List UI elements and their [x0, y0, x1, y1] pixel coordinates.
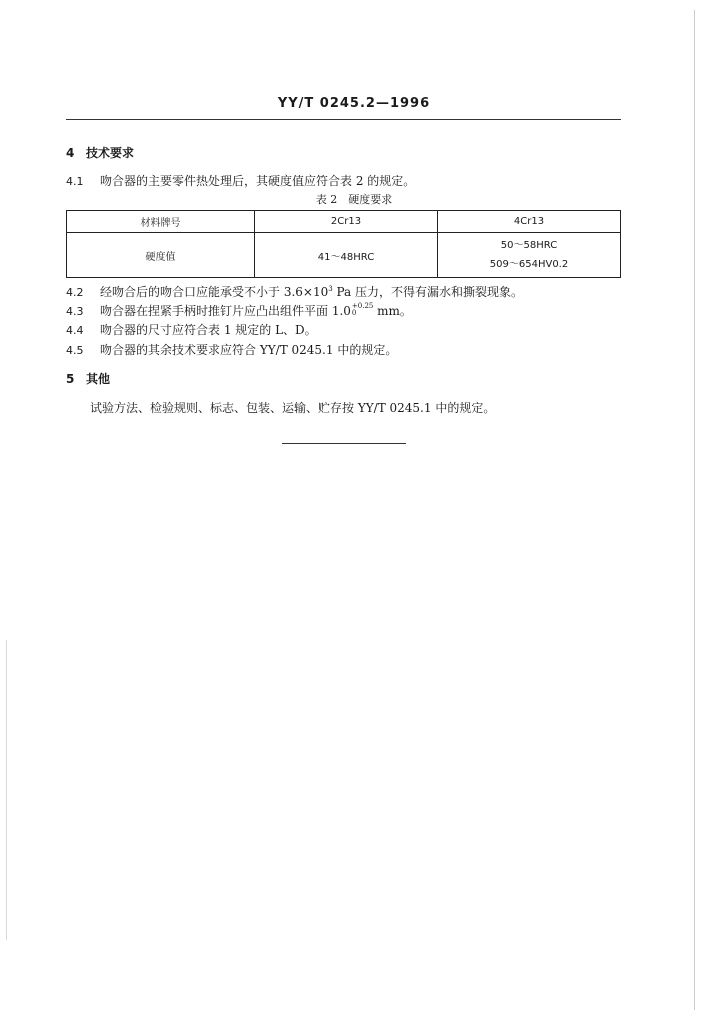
table-row: [67, 233, 621, 278]
tolerance-lower: 0: [351, 308, 357, 317]
clause-4-1: [66, 172, 415, 189]
section-5-number: 5: [66, 372, 75, 386]
table-cell: 41～48HRC: [255, 233, 438, 278]
header-rule: [66, 119, 621, 120]
section-5-heading: [66, 370, 110, 387]
section-4-heading: [66, 144, 134, 161]
tolerance-upper: +0.25: [351, 301, 374, 310]
scan-edge-line: [6, 640, 7, 940]
scan-edge-line: [694, 10, 695, 1010]
clause-text: 经吻合后的吻合口应能承受不小于 3.6×10: [100, 285, 329, 299]
clause-text: 吻合器的其余技术要求应符合 YY/T 0245.1 中的规定。: [100, 343, 398, 357]
clause-4-2: [66, 283, 523, 300]
table-cell: [438, 233, 621, 278]
cell-line: 509～654HV0.2: [489, 259, 569, 270]
clause-text: Pa 压力，不得有漏水和撕裂现象。: [332, 285, 524, 299]
header-cell: 材料牌号: [67, 211, 255, 233]
hardness-table: [66, 210, 621, 278]
clause-text: 吻合器的主要零件热处理后，其硬度值应符合表 2 的规定。: [100, 174, 416, 188]
clause-number: 4.4: [66, 324, 84, 337]
header-cell: 2Cr13: [255, 211, 438, 233]
section-5-title: 其他: [86, 372, 111, 386]
end-rule: [282, 443, 406, 444]
section-4-number: 4: [66, 146, 75, 160]
clause-4-4: [66, 321, 317, 338]
header-cell: 4Cr13: [438, 211, 621, 233]
document-code: YY/T 0245.2—1996: [277, 96, 431, 111]
clause-number: 4.1: [66, 175, 84, 188]
section-4-title: 技术要求: [86, 146, 135, 160]
clause-4-5: [66, 341, 397, 358]
table-header-row: [67, 211, 621, 233]
clause-number: 4.3: [66, 305, 84, 318]
clause-text: 吻合器的尺寸应符合表 1 规定的 L、D。: [100, 323, 317, 337]
clause-number: 4.2: [66, 286, 84, 299]
clause-text: mm。: [373, 304, 412, 318]
table-caption: 表 2 硬度要求: [315, 193, 393, 206]
cell-line: 50～58HRC: [500, 240, 558, 251]
clause-4-3: [66, 302, 412, 319]
tolerance: [352, 303, 373, 317]
clause-text: 吻合器在捏紧手柄时推钉片应凸出组件平面 1.0: [100, 304, 351, 318]
row-label: 硬度值: [67, 233, 255, 278]
superscript: 3: [328, 285, 333, 293]
section-5-text: 试验方法、检验规则、标志、包装、运输、贮存按 YY/T 0245.1 中的规定。: [90, 401, 496, 415]
clause-number: 4.5: [66, 344, 84, 357]
